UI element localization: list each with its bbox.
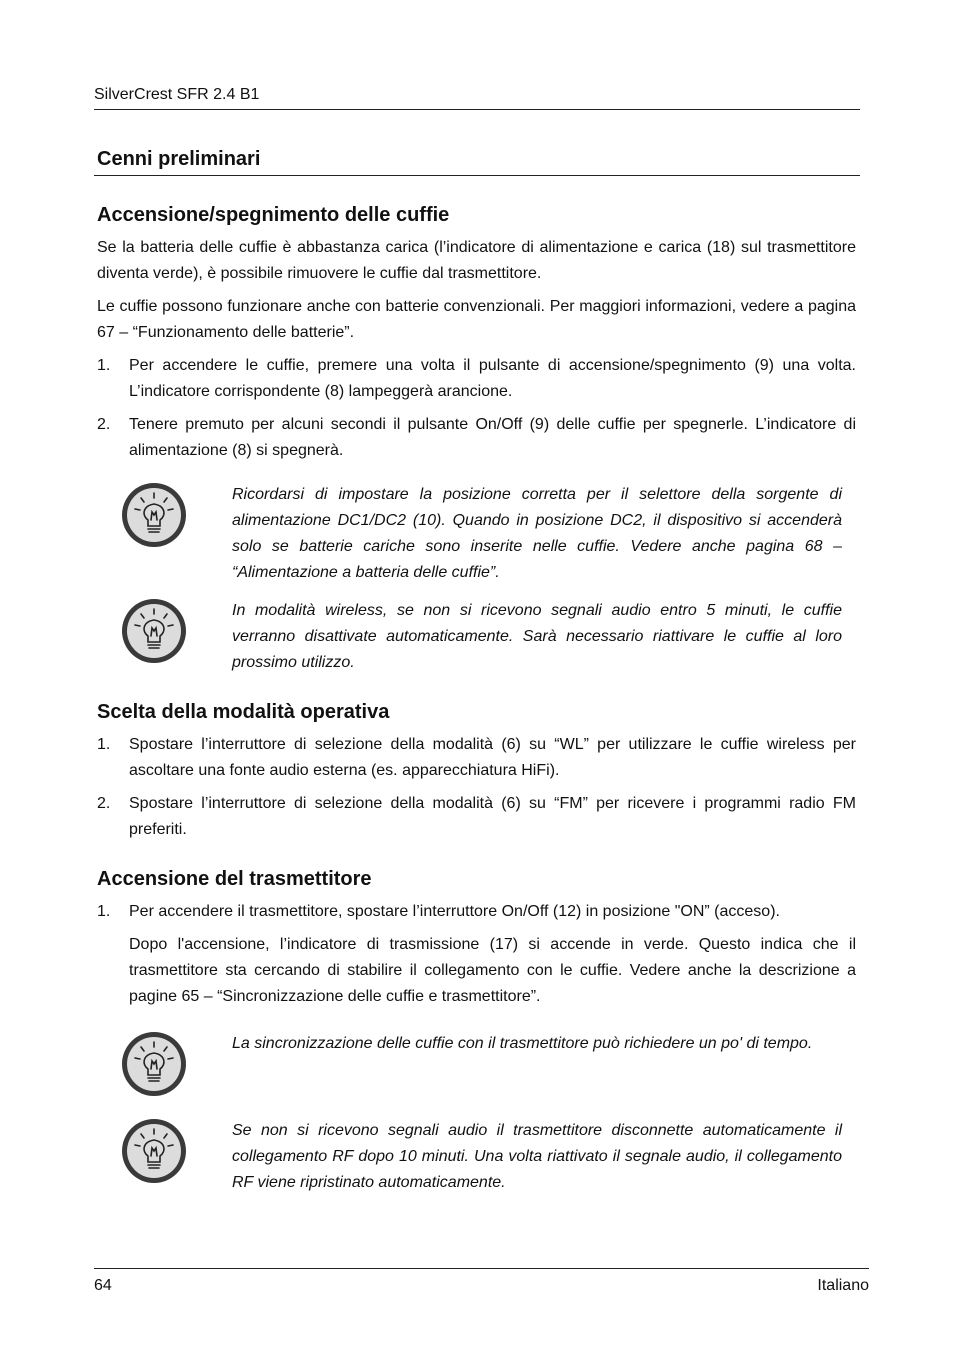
list-number: 1. bbox=[97, 903, 111, 920]
steps-list bbox=[97, 732, 856, 843]
tip-note bbox=[97, 482, 856, 586]
steps-list bbox=[97, 353, 856, 464]
list-item bbox=[97, 899, 856, 1017]
lightbulb-tip-icon bbox=[121, 482, 187, 557]
list-number: 1. bbox=[97, 736, 111, 753]
tip-text: Ricordarsi di impostare la posizione corretta per il selettore della sorgente di alimentazione DC1/DC2 (10). Quando in posizione DC2, il dispositivo si accenderà solo se batterie cariche sono inserite nelle cuffie. Vedere anche pagina 68 – “Alimentazione a batteria delle cuffie”. bbox=[232, 486, 842, 581]
lightbulb-tip-icon bbox=[121, 1031, 187, 1106]
list-item bbox=[97, 732, 856, 784]
lightbulb-tip-icon bbox=[121, 598, 187, 673]
page-header: SilverCrest SFR 2.4 B1 bbox=[94, 84, 860, 110]
list-item bbox=[97, 353, 856, 405]
footer-language: Italiano bbox=[817, 1277, 869, 1294]
list-number: 1. bbox=[97, 357, 111, 374]
section-title-power: Accensione/spegnimento delle cuffie bbox=[97, 204, 450, 226]
list-text-followup: Dopo l'accensione, l’indicatore di trasmissione (17) si accende in verde. Questo indica che il trasmettitore sta cercando di stabilire il collegamento con le cuffie. Vedere anche la descrizione a pagine 65 – “Sincronizzazione delle cuffie e trasmettitore”. bbox=[129, 936, 856, 1005]
steps-list bbox=[97, 899, 856, 1017]
list-number: 2. bbox=[97, 416, 111, 433]
list-text: Per accendere le cuffie, premere una volta il pulsante di accensione/spegnimento (9) una volta. L’indicatore corrispondente (8) lampeggerà arancione. bbox=[129, 357, 856, 400]
list-item bbox=[97, 791, 856, 843]
list-text: Spostare l’interruttore di selezione della modalità (6) su “FM” per ricevere i programmi radio FM preferiti. bbox=[129, 795, 856, 838]
list-text: Tenere premuto per alcuni secondi il pulsante On/Off (9) delle cuffie per spegnerle. L’indicatore di alimentazione (8) si spegnerà. bbox=[129, 416, 856, 459]
page-content bbox=[97, 201, 856, 1204]
paragraph: Le cuffie possono funzionare anche con batterie convenzionali. Per maggiori informazioni, vedere a pagina 67 – “Funzionamento delle batterie”. bbox=[97, 298, 856, 341]
chapter-title: Cenni preliminari bbox=[94, 146, 860, 176]
tip-text: La sincronizzazione delle cuffie con il trasmettitore può richiedere un po' di tempo. bbox=[232, 1035, 813, 1052]
page-footer bbox=[94, 1268, 869, 1297]
tip-text: Se non si ricevono segnali audio il trasmettitore disconnette automaticamente il collegamento RF dopo 10 minuti. Una volta riattivato il segnale audio, il collegamento RF viene ripristinato automaticamente. bbox=[232, 1122, 842, 1191]
section-title-mode: Scelta della modalità operativa bbox=[97, 701, 390, 723]
tip-note bbox=[97, 1118, 856, 1196]
tip-note bbox=[97, 598, 856, 676]
list-number: 2. bbox=[97, 795, 111, 812]
lightbulb-tip-icon bbox=[121, 1118, 187, 1193]
tip-note bbox=[97, 1031, 856, 1106]
section-title-transmitter: Accensione del trasmettitore bbox=[97, 868, 372, 890]
tip-text: In modalità wireless, se non si ricevono segnali audio entro 5 minuti, le cuffie verranno disattivate automaticamente. Sarà necessario riattivare le cuffie al loro prossimo utilizzo. bbox=[232, 602, 842, 671]
list-text: Per accendere il trasmettitore, spostare l’interruttore On/Off (12) in posizione "ON” (acceso). bbox=[129, 903, 780, 920]
list-text: Spostare l’interruttore di selezione della modalità (6) su “WL” per utilizzare le cuffie wireless per ascoltare una fonte audio esterna (es. apparecchiatura HiFi). bbox=[129, 736, 856, 779]
list-item bbox=[97, 412, 856, 464]
paragraph: Se la batteria delle cuffie è abbastanza carica (l’indicatore di alimentazione e carica (18) sul trasmettitore diventa verde), è possibile rimuovere le cuffie dal trasmettitore. bbox=[97, 239, 856, 282]
page-number: 64 bbox=[94, 1277, 112, 1294]
